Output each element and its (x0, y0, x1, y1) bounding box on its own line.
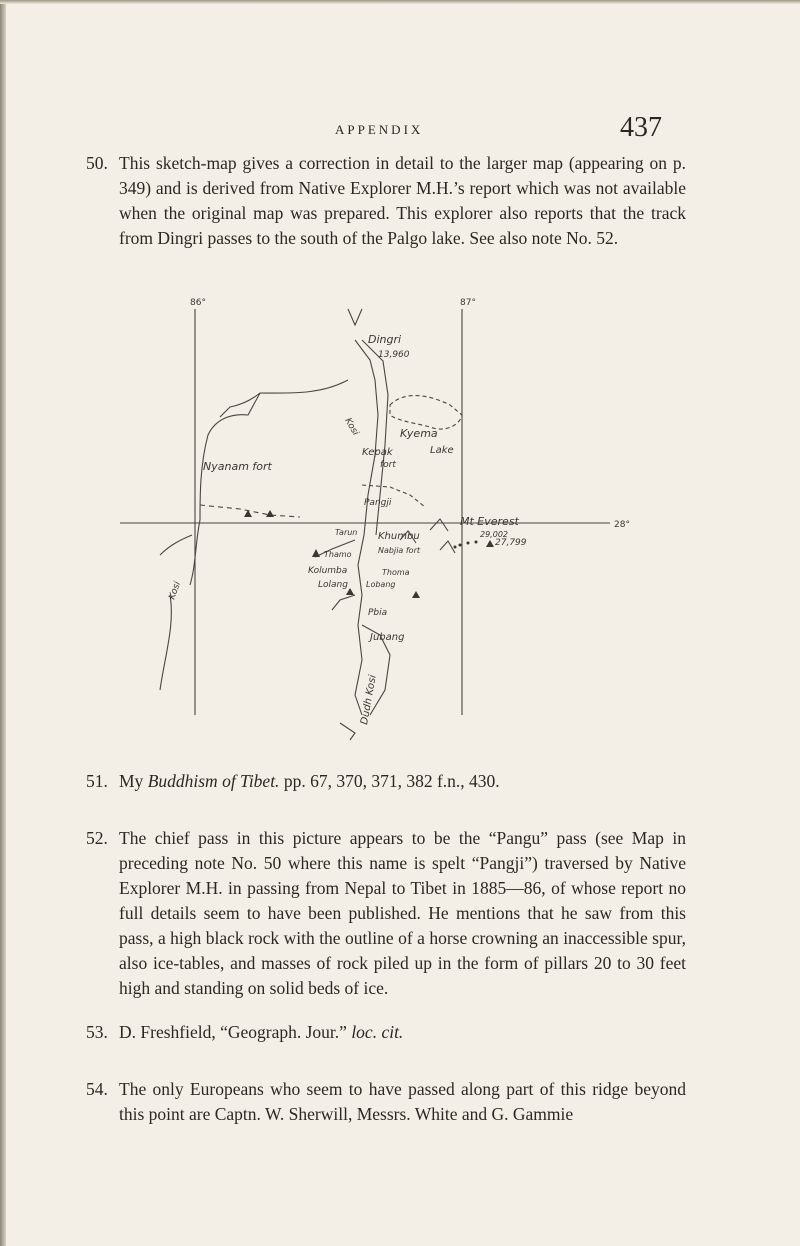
note-text-prefix: D. Freshfield, “Geograph. Jour.” (119, 1022, 352, 1042)
everest-label: Mt Everest (460, 515, 519, 528)
longitude-87-label: 87° (460, 298, 476, 308)
kolumba-label: Kolumba (308, 566, 348, 576)
page-number: 437 (620, 112, 662, 143)
kyema-lake (390, 396, 462, 430)
note-text (119, 769, 686, 794)
river-west (200, 380, 348, 520)
note-text-prefix: My (119, 771, 148, 791)
note-text: This sketch-map gives a correction in detail to the larger map (appearing on p. 349) and is derived from Native Explorer M.H.’s report which was not available when the original map was prepared. This explorer also reports that the track from Dingri passes to the south of the Palgo lake. See also note No. 52. (119, 153, 686, 248)
dingri-label: Dingri (368, 333, 402, 346)
kyema-label: Kyema (400, 427, 438, 440)
pbia-label: Pbia (368, 608, 388, 618)
note-text: The chief pass in this picture appears to be the “Pangu” pass (see Map in preceding note No. 50 where this name is spelt “Pangji”) traversed by Native Explorer M.H. in passing from Nepal to Tibet in 1885—86, of whose report no full details seem to have been published. He mentions that he saw from this pass, a high black rock with the outline of a horse crowning an inaccessible spur, also ice-tables, and masses of rock piled up in the form of pillars 20 to 30 feet high and standing on solid beds of ice. (119, 828, 686, 998)
nyanam-fort-label: Nyanam fort (203, 460, 272, 473)
dudh-kosi-label: Dudh Kosi (359, 674, 379, 726)
pangji-label: Pangji (364, 498, 392, 508)
lolang-label: Lolang (318, 580, 348, 590)
kosi-top-label: Kosi (342, 416, 361, 438)
latitude-28-label: 28° (614, 520, 630, 530)
note-number: 50. (86, 153, 108, 173)
sketch-map-svg (100, 295, 700, 755)
tarun-label: Tarun (335, 528, 358, 537)
thamo-label: Thamo (324, 550, 352, 559)
lake-label: Lake (430, 445, 454, 456)
note-text-suffix: pp. 67, 370, 371, 382 f.n., 430. (279, 771, 500, 791)
note-text: The only Europeans who seem to have passed along part of this ridge beyond this point are Captn. W. Sherwill, Messrs. White and G. Gammie (119, 1079, 686, 1124)
nabjia-fort-label: Nabjia fort (378, 546, 420, 555)
thoma-label: Thoma (382, 568, 410, 577)
kepak-label: Kepak (362, 447, 393, 458)
citation-abbrev: loc. cit. (351, 1022, 404, 1042)
book-title: Buddhism of Tibet. (147, 771, 280, 791)
note-54 (86, 1077, 686, 1127)
note-53 (86, 1020, 686, 1045)
kosi-left-label: Kosi (167, 580, 184, 602)
note-text (119, 1020, 686, 1045)
sketch-map (100, 295, 700, 755)
longitude-86-label: 86° (190, 298, 206, 308)
kepak-fort-label: fort (380, 460, 396, 470)
note-number: 52. (86, 828, 108, 848)
note-number: 53. (86, 1022, 108, 1042)
dingri-height-label: 13,960 (378, 350, 410, 360)
kosi-left-lower (160, 595, 171, 690)
kosi-left-stream (160, 535, 192, 555)
page-top-edge (0, 0, 800, 4)
khumbu-label: Khumbu (378, 531, 420, 542)
jubang-label: Jubang (370, 632, 405, 643)
main-track (355, 340, 378, 715)
note-number: 51. (86, 771, 108, 791)
arrow-north (348, 309, 362, 325)
running-head: APPENDIX (335, 122, 424, 137)
everest-height-label: 29,002 (480, 530, 508, 539)
note-50 (86, 151, 686, 251)
page-edge-shadow (0, 0, 6, 1246)
arrow-south (340, 723, 355, 740)
note-52 (86, 826, 686, 1001)
note-number: 54. (86, 1079, 108, 1099)
lobang-label: Lobang (366, 580, 396, 589)
page-header (0, 102, 800, 143)
height-27799-label: 27,799 (495, 538, 527, 548)
note-51 (86, 769, 686, 794)
